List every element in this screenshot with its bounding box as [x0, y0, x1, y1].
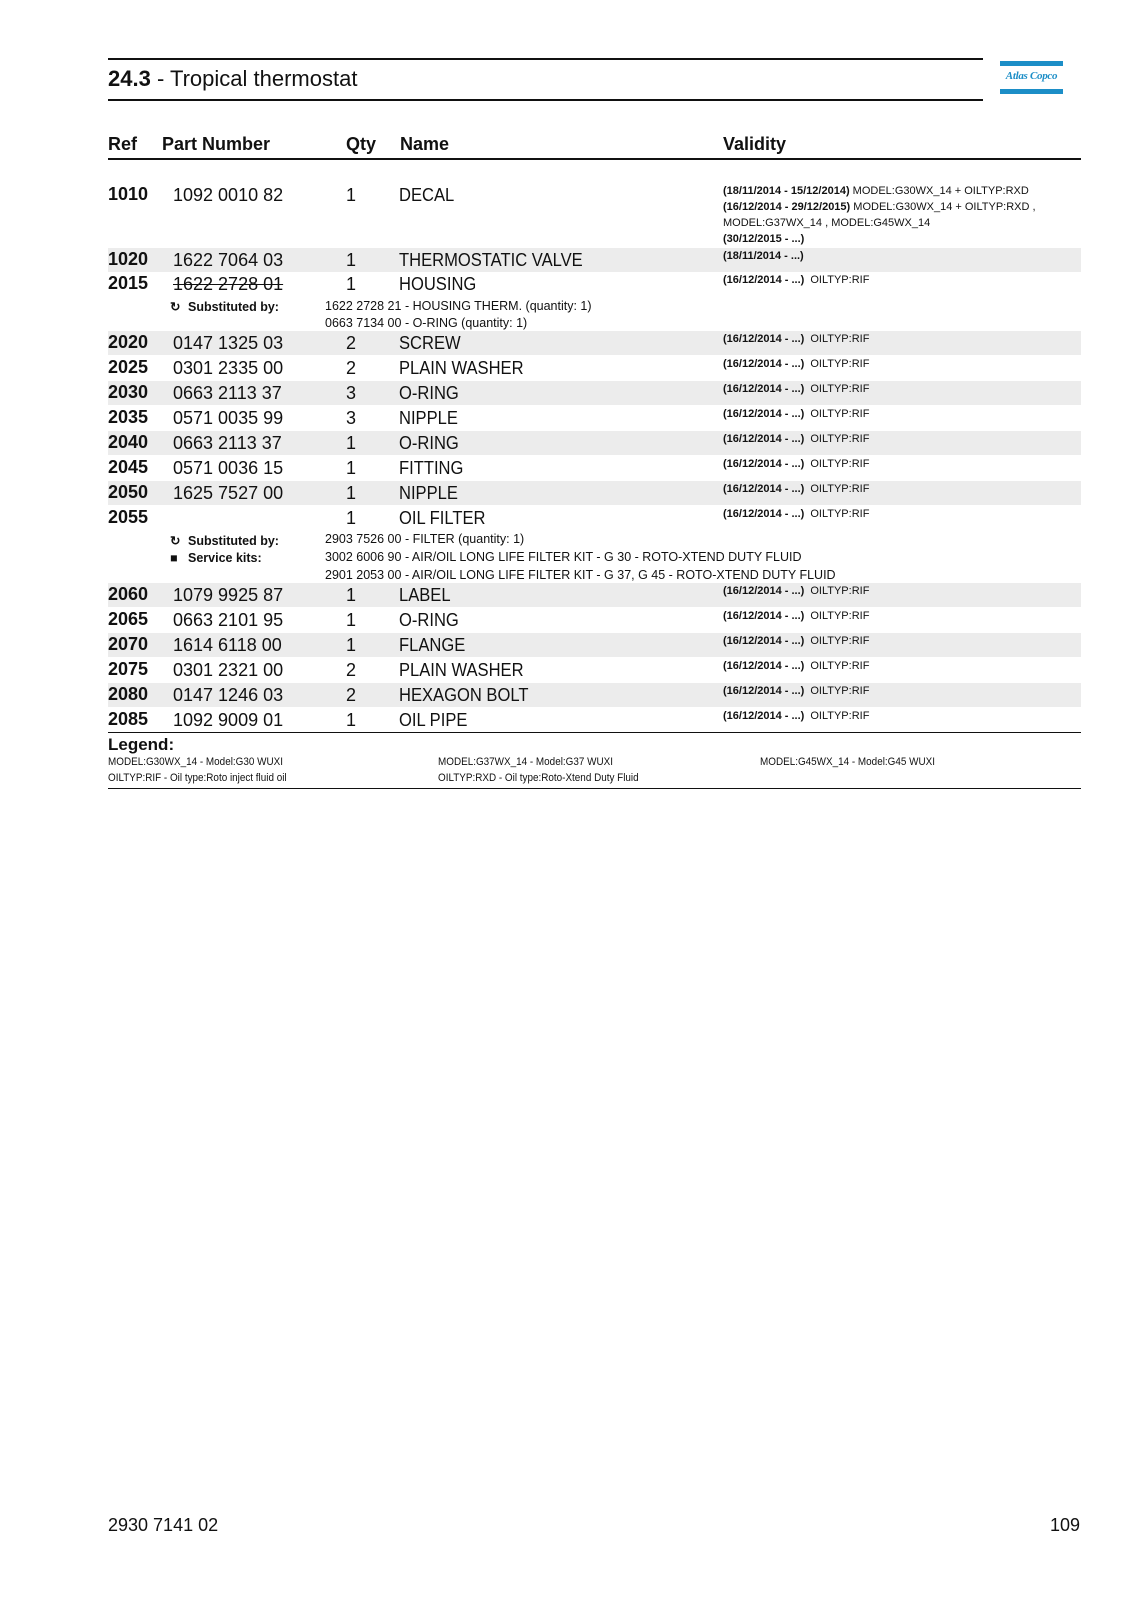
- validity-date: (16/12/2014 - ...): [723, 635, 805, 647]
- substituted-label-text: Substituted by:: [188, 300, 279, 314]
- row-ref: 2035: [108, 407, 149, 427]
- row-part-number: 1614 6118 00: [173, 635, 282, 655]
- validity-condition: OILTYP:RIF: [810, 274, 870, 286]
- row-validity: [723, 201, 1036, 213]
- row-qty: 1: [346, 635, 357, 655]
- row-validity: [723, 433, 869, 445]
- row-part-number: 1622 7064 03: [173, 250, 284, 270]
- table-row: [108, 456, 1081, 480]
- atlas-copco-logo: [1000, 61, 1063, 94]
- row-validity: [723, 233, 804, 245]
- table-row: [108, 583, 1081, 607]
- refresh-icon: ↻: [170, 300, 181, 314]
- row-qty: 1: [346, 274, 357, 294]
- row-part-number: 0301 2321 00: [173, 660, 284, 680]
- page-number: 109: [1050, 1515, 1081, 1535]
- table-row: [108, 356, 1081, 380]
- table-row: [108, 272, 1081, 296]
- row-validity: [723, 185, 1029, 197]
- row-part-number: 1092 0010 82: [173, 185, 284, 205]
- legend-title: Legend:: [108, 735, 175, 754]
- row-ref: 2070: [108, 634, 149, 654]
- row-ref: 2045: [108, 457, 149, 477]
- table-row: [108, 658, 1081, 682]
- validity-condition: OILTYP:RIF: [810, 635, 870, 647]
- row-validity: [723, 358, 869, 370]
- row-validity: [723, 408, 869, 420]
- service-kit-note: 2901 2053 00 - AIR/OIL LONG LIFE FILTER KIT - G 37, G 45 - ROTO-XTEND DUTY FLUID: [325, 568, 836, 582]
- substitution-note: 0663 7134 00 - O-RING (quantity: 1): [325, 316, 528, 330]
- validity-condition: OILTYP:RIF: [810, 710, 870, 722]
- row-name: OIL FILTER: [399, 508, 486, 528]
- row-qty: 1: [346, 458, 357, 478]
- header-divider: [108, 158, 1081, 160]
- row-validity: MODEL:G37WX_14 , MODEL:G45WX_14: [723, 217, 931, 229]
- substitution-note: 2903 7526 00 - FILTER (quantity: 1): [325, 532, 525, 546]
- row-validity: [723, 610, 869, 622]
- substituted-by-label: [170, 299, 279, 314]
- row-validity: [723, 274, 869, 286]
- row-validity: [723, 635, 869, 647]
- substitution-note: 1622 2728 21 - HOUSING THERM. (quantity: 1): [325, 299, 592, 313]
- table-row: [108, 248, 1081, 272]
- validity-condition: OILTYP:RIF: [810, 660, 870, 672]
- column-header-ref: Ref: [108, 134, 138, 154]
- table-row: [108, 331, 1081, 355]
- validity-date: (30/12/2015 - ...): [723, 233, 805, 245]
- validity-date: (16/12/2014 - ...): [723, 508, 805, 520]
- validity-condition: OILTYP:RIF: [810, 458, 870, 470]
- row-name: THERMOSTATIC VALVE: [399, 250, 583, 270]
- validity-date: (16/12/2014 - ...): [723, 685, 805, 697]
- row-name: LABEL: [399, 585, 451, 605]
- row-qty: 3: [346, 383, 357, 403]
- row-name: O-RING: [399, 610, 459, 630]
- validity-condition: OILTYP:RIF: [810, 358, 870, 370]
- section-header: [108, 58, 983, 101]
- validity-date: (18/11/2014 - 15/12/2014): [723, 185, 850, 197]
- row-name: NIPPLE: [399, 408, 458, 428]
- row-part-number-obsolete: 1622 2728 01: [173, 274, 284, 294]
- row-qty: 2: [346, 358, 357, 378]
- row-qty: 1: [346, 250, 357, 270]
- legend-item: MODEL:G45WX_14 - Model:G45 WUXI: [760, 756, 935, 768]
- validity-condition: MODEL:G30WX_14 + OILTYP:RXD: [852, 185, 1029, 197]
- validity-date: (16/12/2014 - ...): [723, 433, 805, 445]
- table-row: [108, 481, 1081, 505]
- row-name: PLAIN WASHER: [399, 358, 524, 378]
- validity-condition: OILTYP:RIF: [810, 483, 870, 495]
- validity-date: (16/12/2014 - ...): [723, 408, 805, 420]
- row-ref: 2085: [108, 709, 149, 729]
- row-qty: 1: [346, 585, 357, 605]
- validity-condition: OILTYP:RIF: [810, 333, 870, 345]
- validity-date: (16/12/2014 - ...): [723, 458, 805, 470]
- refresh-icon: ↻: [170, 534, 181, 548]
- row-name: SCREW: [399, 333, 461, 353]
- legend-divider-bottom: [108, 788, 1081, 789]
- row-qty: 1: [346, 508, 357, 528]
- validity-date: (16/12/2014 - ...): [723, 358, 805, 370]
- row-part-number: 0663 2101 95: [173, 610, 284, 630]
- row-qty: 2: [346, 660, 357, 680]
- row-part-number: 1625 7527 00: [173, 483, 284, 503]
- row-name: DECAL: [399, 185, 455, 205]
- row-part-number: 1079 9925 87: [173, 585, 284, 605]
- row-ref: 1020: [108, 249, 149, 269]
- row-qty: 1: [346, 483, 357, 503]
- row-qty: 2: [346, 685, 357, 705]
- validity-date: (16/12/2014 - ...): [723, 483, 805, 495]
- service-label-text: Service kits:: [188, 551, 262, 565]
- row-validity: [723, 660, 869, 672]
- column-header-validity: Validity: [723, 134, 787, 154]
- row-part-number: 0147 1325 03: [173, 333, 284, 353]
- row-part-number: 1092 9009 01: [173, 710, 284, 730]
- row-qty: 1: [346, 185, 357, 205]
- row-ref: 2025: [108, 357, 149, 377]
- legend-item: MODEL:G30WX_14 - Model:G30 WUXI: [108, 756, 283, 768]
- row-validity: [723, 585, 869, 597]
- row-part-number: 0663 2113 37: [173, 433, 282, 453]
- row-part-number: 0571 0035 99: [173, 408, 284, 428]
- table-row: [108, 506, 1081, 530]
- table-row: [108, 633, 1081, 657]
- row-part-number: 0301 2335 00: [173, 358, 284, 378]
- validity-condition: OILTYP:RIF: [810, 408, 870, 420]
- substituted-by-label: [170, 533, 279, 548]
- column-header-part-number: Part Number: [162, 134, 271, 154]
- row-part-number: 0147 1246 03: [173, 685, 284, 705]
- logo-band-bottom: [1000, 89, 1063, 94]
- validity-date: (16/12/2014 - ...): [723, 660, 805, 672]
- row-name: FLANGE: [399, 635, 466, 655]
- validity-condition: OILTYP:RIF: [810, 610, 870, 622]
- service-kits-label: [170, 551, 262, 565]
- row-ref: 2065: [108, 609, 149, 629]
- validity-date: (16/12/2014 - ...): [723, 383, 805, 395]
- validity-date: (16/12/2014 - ...): [723, 333, 805, 345]
- validity-date: (16/12/2014 - 29/12/2015): [723, 201, 851, 213]
- table-row: [108, 431, 1081, 455]
- row-qty: 1: [346, 433, 357, 453]
- row-name: HEXAGON BOLT: [399, 685, 529, 705]
- validity-condition: OILTYP:RIF: [810, 685, 870, 697]
- validity-date: (16/12/2014 - ...): [723, 274, 805, 286]
- row-part-number: 0663 2113 37: [173, 383, 282, 403]
- table-row: [108, 406, 1081, 430]
- row-ref: 2080: [108, 684, 149, 704]
- row-ref: 2050: [108, 482, 149, 502]
- row-qty: 1: [346, 610, 357, 630]
- row-name: FITTING: [399, 458, 464, 478]
- row-qty: 3: [346, 408, 357, 428]
- validity-condition: OILTYP:RIF: [810, 383, 870, 395]
- table-row: [108, 381, 1081, 405]
- row-ref: 2015: [108, 273, 149, 293]
- validity-condition: OILTYP:RIF: [810, 508, 870, 520]
- validity-date: (16/12/2014 - ...): [723, 610, 805, 622]
- legend-item: OILTYP:RIF - Oil type:Roto inject fluid oil: [108, 772, 287, 784]
- table-row: [108, 683, 1081, 707]
- logo-band-top: [1000, 61, 1063, 66]
- row-validity: [723, 483, 869, 495]
- row-validity: [723, 458, 869, 470]
- table-row: [108, 608, 1081, 632]
- validity-date: (16/12/2014 - ...): [723, 585, 805, 597]
- validity-condition: OILTYP:RIF: [810, 433, 870, 445]
- validity-condition: MODEL:G30WX_14 + OILTYP:RXD ,: [853, 201, 1036, 213]
- row-validity: [723, 685, 869, 697]
- row-name: NIPPLE: [399, 483, 458, 503]
- row-part-number: 0571 0036 15: [173, 458, 284, 478]
- briefcase-icon: ■: [170, 551, 178, 565]
- row-qty: 1: [346, 710, 357, 730]
- validity-condition: OILTYP:RIF: [810, 585, 870, 597]
- table-row: [108, 708, 1081, 732]
- row-ref: 2075: [108, 659, 149, 679]
- row-validity: [723, 710, 869, 722]
- row-qty: 2: [346, 333, 357, 353]
- validity-date: (18/11/2014 - ...): [723, 250, 804, 262]
- section-title: [108, 66, 357, 92]
- row-ref: 2040: [108, 432, 149, 452]
- row-name: O-RING: [399, 433, 459, 453]
- row-validity: [723, 250, 810, 262]
- row-ref: 2020: [108, 332, 149, 352]
- row-name: OIL PIPE: [399, 710, 468, 730]
- row-ref: 2055: [108, 507, 149, 527]
- service-kit-note: 3002 6006 90 - AIR/OIL LONG LIFE FILTER KIT - G 30 - ROTO-XTEND DUTY FLUID: [325, 550, 802, 564]
- legend-item: OILTYP:RXD - Oil type:Roto-Xtend Duty Fluid: [438, 772, 639, 784]
- row-validity: [723, 333, 869, 345]
- row-validity: [723, 508, 869, 520]
- section-name: - Tropical thermostat: [150, 66, 358, 91]
- substituted-label-text: Substituted by:: [188, 534, 279, 548]
- row-name: O-RING: [399, 383, 459, 403]
- legend-divider-top: [108, 732, 1081, 733]
- legend-item: MODEL:G37WX_14 - Model:G37 WUXI: [438, 756, 613, 768]
- row-ref: 2060: [108, 584, 149, 604]
- row-ref: 2030: [108, 382, 149, 402]
- section-number: 24.3: [108, 66, 151, 91]
- logo-text: Atlas Copco: [1005, 70, 1058, 82]
- validity-date: (16/12/2014 - ...): [723, 710, 805, 722]
- row-name: PLAIN WASHER: [399, 660, 524, 680]
- row-name: HOUSING: [399, 274, 477, 294]
- column-header-name: Name: [400, 134, 450, 154]
- document-number: 2930 7141 02: [108, 1515, 219, 1535]
- row-validity: [723, 383, 869, 395]
- row-ref: 1010: [108, 184, 149, 204]
- column-header-qty: Qty: [346, 134, 377, 154]
